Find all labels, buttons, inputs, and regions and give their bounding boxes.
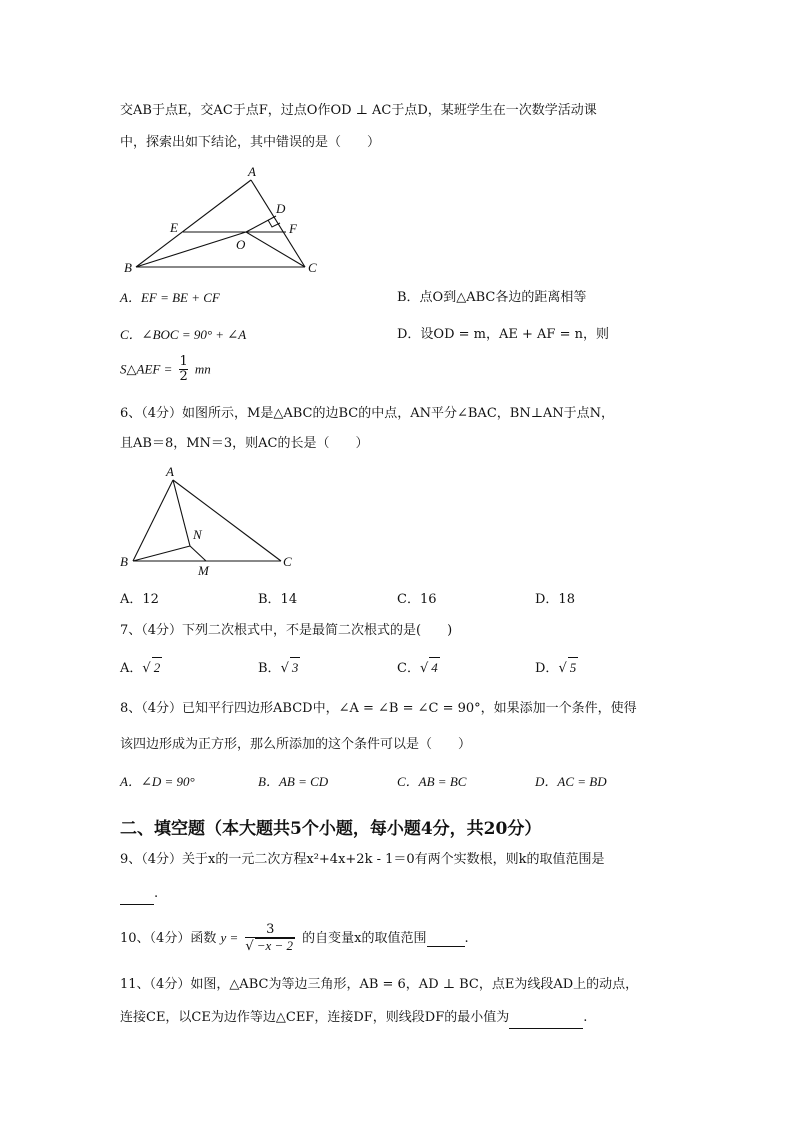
q9-line-2 [120,884,158,905]
q11-line-1: 11、（4分）如图，△ABC为等边三角形，AB = 6，AD ⊥ BC，点E为线段AD上的动点， [120,977,639,992]
q8-line-2: 该四边形成为正方形，那么所添加的这个条件可以是（ ） [120,737,472,752]
option-letter: B． [258,661,281,676]
segment-CO [246,232,305,267]
radical-icon: √ [558,661,567,676]
label-A: A [248,164,256,179]
q7-option-a[interactable] [120,657,162,679]
radical-icon: √ [419,661,429,676]
radicand: 3 [290,657,301,678]
q5-line-2: 中，探索出如下结论，其中错误的是（ ） [120,135,381,150]
q10-radicand: −x − 2 [256,938,294,953]
label-M: M [198,563,209,578]
q6-option-b[interactable]: B．14 [258,592,298,607]
formula-rest: mn [194,361,211,377]
right-angle-mark [268,220,280,227]
label-A: A [166,464,174,479]
period: . [583,1010,588,1025]
formula-fraction [179,355,187,384]
q11-line-2-text: 连接CE，以CE为边作等边△CEF，连接DF，则线段DF的最小值为 [120,1010,510,1025]
q10-suffix: 的自变量x的取值范围 [302,931,427,946]
q5-option-a[interactable]: A．EF = BE + CF [120,290,220,305]
q5-option-d-formula [120,355,211,389]
q5-line-1: 交AB于点E，交AC于点F，过点O作OD ⊥ AC于点D，某班学生在一次数学活动课 [120,103,597,118]
q10-prefix: 10、（4分）函数 [120,931,217,946]
q9-line-1: 9、（4分）关于x的一元二次方程x²+4x+2k - 1＝0有两个实数根，则k的取值范围是 [120,852,605,867]
formula-denominator: 2 [179,369,188,384]
q5-option-c[interactable]: C．∠BOC = 90° + ∠A [120,327,247,342]
q6-figure [118,462,298,578]
q10-numerator: 3 [245,923,295,938]
period: . [154,886,159,901]
segment-AB [136,180,251,267]
segment-BN [133,546,190,561]
q7-option-c[interactable] [397,657,440,679]
radical-icon: √ [245,939,254,954]
label-B: B [120,554,128,569]
q10-denominator [245,938,295,954]
q10-line [120,918,469,958]
q8-option-d[interactable]: D．AC = BD [535,774,607,789]
q6-option-c[interactable]: C．16 [397,592,437,607]
segment-OD [246,216,276,232]
segment-AB [133,480,173,561]
option-letter: D． [535,661,559,676]
label-C: C [283,554,292,569]
formula-lhs: S△AEF = [120,361,173,377]
q6-option-d[interactable]: D．18 [535,592,575,607]
q5-figure [118,162,338,280]
q6-line-1: 6、（4分）如图所示，M是△ABC的边BC的中点，AN平分∠BAC，BN⊥AN于点N， [120,406,615,421]
option-letter: A． [120,661,143,676]
q8-option-c[interactable]: C．AB = BC [397,774,467,789]
q8-line-1: 8、（4分）已知平行四边形ABCD中，∠A = ∠B = ∠C = 90°，如果添加一个条件，使得 [120,701,637,716]
label-C: C [308,260,317,275]
label-N: N [193,527,202,542]
answer-blank[interactable] [120,884,154,905]
q10-y-eq: y = [220,930,239,945]
segment-BO [136,232,246,267]
option-letter: C． [397,661,420,676]
radicand: 4 [429,657,440,678]
q5-option-b[interactable]: B．点O到△ABC各边的距离相等 [397,290,587,305]
section-title: 二、填空题（本大题共5个小题，每小题4分，共20分） [120,819,542,839]
radical-icon: √ [280,661,289,676]
q5-option-d[interactable]: D．设OD = m，AE + AF = n，则 [397,327,609,342]
q6-line-2: 且AB＝8，MN＝3，则AC的长是（ ） [120,436,369,451]
radicand: 5 [568,657,579,678]
q11-line-2 [120,1008,587,1029]
q10-fraction [245,923,295,954]
label-D: D [276,201,286,216]
q8-option-a[interactable]: A．∠D = 90° [120,774,195,789]
label-O: O [236,237,246,252]
q7-option-d[interactable] [535,657,578,679]
q6-option-a[interactable]: A．12 [120,592,159,607]
radical-icon: √ [142,661,151,676]
radicand: 2 [152,657,163,678]
answer-blank[interactable] [509,1008,583,1029]
formula-numerator: 1 [179,354,188,369]
period: . [464,931,469,946]
segment-NM [190,546,206,561]
segment-AC [173,480,281,561]
label-E: E [170,220,178,235]
segment-AN [173,480,190,546]
label-B: B [124,260,132,275]
label-F: F [289,221,297,236]
q8-option-b[interactable]: B．AB = CD [258,774,329,789]
q7-option-b[interactable] [258,657,300,679]
answer-blank[interactable] [427,932,465,947]
q7-stem: 7、（4分）下列二次根式中，不是最简二次根式的是( ) [120,623,453,638]
